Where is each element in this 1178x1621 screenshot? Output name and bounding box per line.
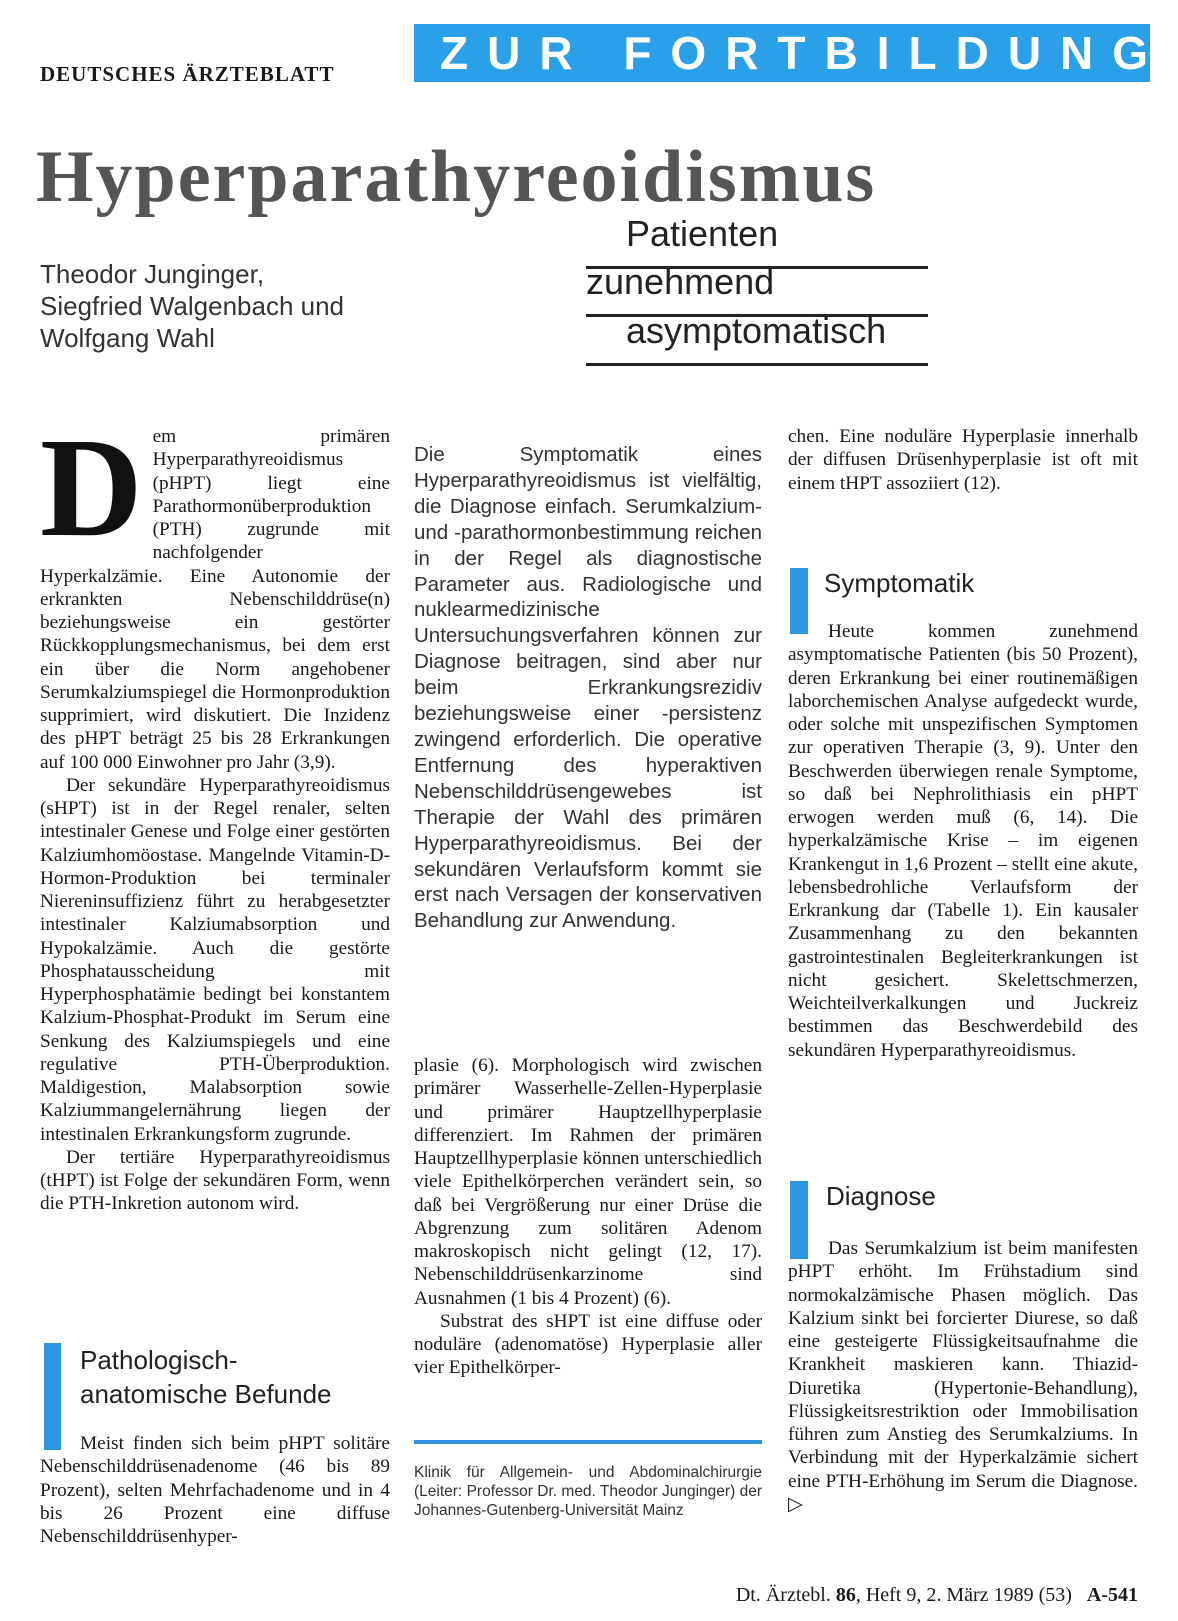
drop-cap: D <box>40 408 143 566</box>
col1-paragraph-3: Der tertiäre Hyperparathyreoidismus (tHPT) ist Folge der sekundären Form, wenn die PTH-Inkretion autonom wird. <box>40 1146 390 1215</box>
footer-page-number: A-541 <box>1086 1584 1138 1606</box>
col1-paragraph-1: em primären Hyperparathyreoidismus (pHPT) liegt eine Parathormonüberproduktion (PTH) zugrunde mit nachfolgender Hyperkalzämie. Eine Autonomie der erkrankten Nebenschilddrüse(n) beziehungsweise ein gestörter Rückkopplungsmechanismus, bei dem erst ein über die Norm angehobener Serumkalziumspiegel die Hormonproduktion supprimiert, wird diskutiert. Die Inzidenz des pHPT beträgt 25 bis 28 Erkrankungen auf 100 000 Einwohner pro Jahr (3,9). <box>40 426 390 773</box>
col2-paragraph-1: plasie (6). Morphologisch wird zwischen primärer Wasserhelle-Zellen-Hyperplasie und primärer Hauptzellhyperplasie differenziert. Im Rahmen der primären Hauptzellhyperplasie können unterschiedlich viele Epithelkörperchen verändert sein, so daß bei Vergrößerung nur einer Drüse die Abgrenzung zum solitären Adenom makroskopisch nicht gelingt (12, 17). Nebenschilddrüsenkarzinome sind Ausnahmen (1 bis 4 Prozent) (6). <box>414 1055 763 1309</box>
subtitle-line-3: asymptomatisch <box>626 310 887 351</box>
section-heading-diagnose: Diagnose <box>826 1181 936 1211</box>
author-line-3: Wolfgang Wahl <box>40 323 215 353</box>
article-title: Hyperparathyreoidismus <box>36 136 877 218</box>
subtitle-line-2: zunehmend <box>586 261 775 302</box>
journal-name: DEUTSCHES ÄRZTEBLATT <box>40 62 335 86</box>
author-line-2: Siegfried Walgenbach und <box>40 291 345 321</box>
footer-issue: , Heft 9, 2. März 1989 (53) <box>855 1584 1072 1606</box>
footer-volume: 86 <box>835 1584 856 1606</box>
section-banner-label: ZUR FORTBILDUNG <box>440 27 1168 79</box>
article-abstract: Die Symptomatik eines Hyperparathyreoidismus ist vielfältig, die Diagnose einfach. Serumkalzium- und -parathormonbestimmung reichen in der Regel als diagnostische Parameter aus. Radiologische und nuklearmedizinische Untersuchungsverfahren können zur Diagnose beitragen, sind aber nur beim Erkrankungsrezidiv beziehungsweise einer -persistenz zwingend erforderlich. Die operative Entfernung des hyperaktiven Nebenschilddrüsengewebes ist Therapie der Wahl des primären Hyperparathyreoidismus. Bei der sekundären Verlaufsform kommt sie erst nach Versagen der konservativen Behandlung zur Anwendung. <box>414 443 762 933</box>
footer-journal: Dt. Ärztebl. <box>735 1584 831 1606</box>
col1-paragraph-2: Der sekundäre Hyperparathyreoidismus (sHPT) ist in der Regel renaler, selten intestinaler Genese und Folge einer gestörten Kalziumhomöostase. Mangelnde Vitamin-D-Hormon-Produktion bei terminaler Niereninsuffizienz führt zu herabgesetzter intestinaler Kalziumabsorption und Hypokalzämie. Auch die gestörte Phosphatausscheidung mit Hyperphosphatämie bedingt bei konstantem Kalzium-Phosphat-Produkt im Serum eine Senkung des Kalziumspiegels und eine regulative PTH-Überproduktion. Maldigestion, Malabsorption sowie Kalziummangelernährung liegen der intestinalen Erkrankungsform zugrunde. <box>40 774 390 1145</box>
page-footer <box>736 1584 1138 1607</box>
col1-paragraph-4: Meist finden sich beim pHPT solitäre Nebenschilddrüsenadenome (46 bis 89 Prozent), selten Mehrfachadenome und in 4 bis 26 Prozent eine diffuse Nebenschilddrüsenhyper- <box>40 1433 390 1547</box>
col3-paragraph-1: chen. Eine noduläre Hyperplasie innerhalb der diffusen Drüsenhyperplasie ist oft mit einem tHPT assoziiert (12). <box>788 426 1138 494</box>
footnote-rule <box>414 1440 762 1444</box>
section-heading-pathologie-1: Pathologisch- <box>80 1345 238 1375</box>
column-1-text <box>40 408 390 1216</box>
col2-paragraph-2: Substrat des sHPT ist eine diffuse oder noduläre (adenomatöse) Hyperplasie aller vier Epithelkörper- <box>414 1310 762 1379</box>
column-2-text <box>414 1054 762 1380</box>
subtitle-rule-3 <box>586 363 928 366</box>
section-heading-symptomatik: Symptomatik <box>824 568 975 598</box>
author-affiliation: Klinik für Allgemein- und Abdominalchirurgie (Leiter: Professor Dr. med. Theodor Junginger) der Johannes-Gutenberg-Universität Mainz <box>414 1464 762 1519</box>
section-heading-pathologie-2: anatomische Befunde <box>80 1379 332 1409</box>
col3-paragraph-2: Heute kommen zunehmend asymptomatische Patienten (bis 50 Prozent), deren Erkrankung bei einer routinemäßigen laborchemischen Analyse aufgedeckt wurde, oder solche mit unspezifischen Symptomen zur operativen Therapie (3, 9). Unter den Beschwerden überwiegen renale Symptome, so daß bei Nephrolithiasis ein pHPT erwogen werden muß (6, 14). Die hyperkalzämische Krise – im eigenen Krankengut in 1,6 Prozent – stellt eine akute, lebensbedrohliche Verlaufsform der Erkrankung dar (Tabelle 1). Ein kausaler Zusammenhang zu den bekannten gastrointestinalen Begleiterkrankungen ist nicht gesichert. Skelettschmerzen, Weichteilverkalkungen und Juckreiz bestimmen das Beschwerdebild des sekundären Hyperparathyreoidismus. <box>788 621 1138 1061</box>
col3-paragraph-3: Das Serumkalzium ist beim manifesten pHPT erhöht. Im Frühstadium sind normokalzämische Phasen möglich. Das Kalzium sinkt bei forcierter Diurese, so daß eine gesteigerte Flüssigkeitsaufnahme die Krankheit maskieren kann. Thiazid-Diuretika (Hypertonie-Behandlung), Flüssigkeitsrestriktion oder Immobilisation führen zum Anstieg des Serumkalziums. In Verbindung mit der Hyperkalzämie sichert eine PTH-Erhöhung im Serum die Diagnose. ▷ <box>788 1238 1138 1515</box>
subtitle-line-1: Patienten <box>626 213 779 254</box>
author-line-1: Theodor Junginger, <box>40 259 265 289</box>
